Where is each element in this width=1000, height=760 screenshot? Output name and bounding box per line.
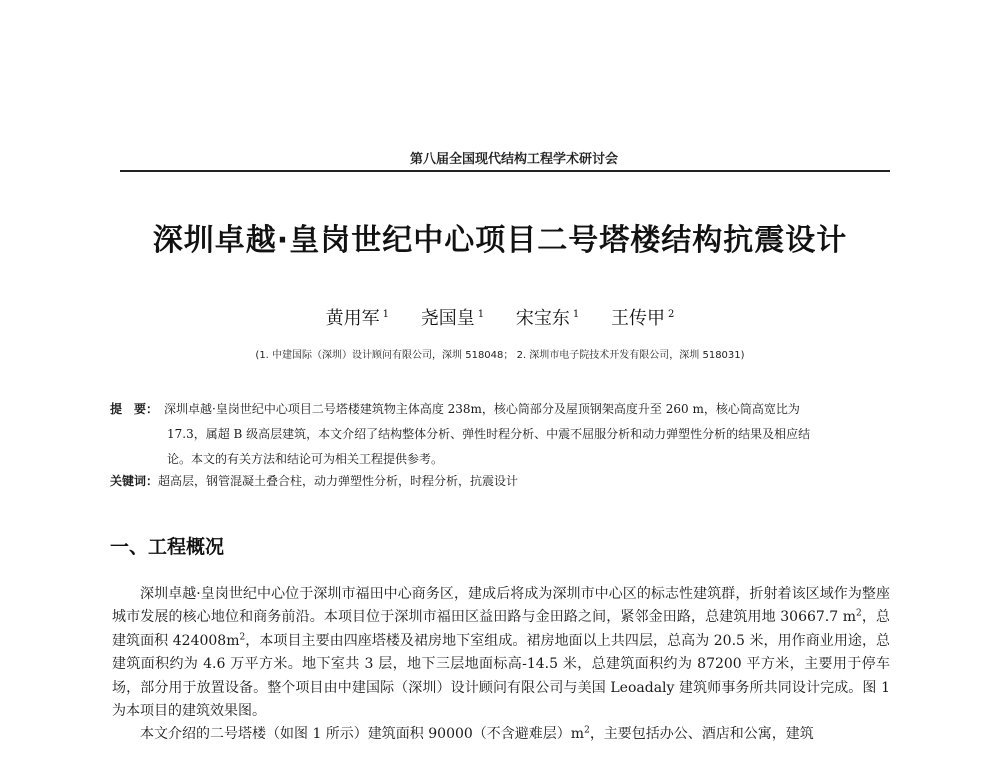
author-affiliation-mark: 1 xyxy=(382,309,390,320)
header-rule xyxy=(120,170,890,172)
author-name: 黄用军 xyxy=(325,308,380,329)
conference-header: 第八届全国现代结构工程学术研讨会 xyxy=(409,152,618,167)
superscript: 2 xyxy=(856,608,862,619)
abstract-label: 提 要： xyxy=(110,402,159,416)
author-affiliation-mark: 1 xyxy=(572,309,580,320)
text-run: ，总建筑面积 424008m xyxy=(112,609,890,649)
author xyxy=(516,304,579,330)
author-affiliation-mark: 2 xyxy=(667,309,675,320)
superscript: 2 xyxy=(584,725,590,736)
text-run: ，本项目主要由四座塔楼及裙房地下室组成。裙房地面以上共四层，总高为 20.5 米，用作商业用途，总建筑面积约为 4.6 万平方米。地下室共 3 层，地下三层地面标高-14.5 米，总建筑面积约为 87200 平方米，主要用于停车场，部分用于放置设备。整个项目由中建国际（深圳）设计顾问有限公司与美国 Leoadaly 建筑师事务所共同设计完成。图 1 为本项目的建筑效果图。 xyxy=(112,632,891,720)
text-run: 深圳卓越·皇岗世纪中心位于深圳市福田中心商务区，建成后将成为深圳市中心区的标志性建筑群，折射着该区域作为整座城市发展的核心地位和商务前沿。本项目位于深圳市福田区益田路与金田路之间，紧邻金田路，总建筑用地 30667.7 m xyxy=(112,586,890,626)
author-affiliation-mark: 1 xyxy=(477,309,485,320)
text-run: 本文介绍的二号塔楼（如图 1 所示）建筑面积 90000（不含避难层）m xyxy=(140,726,585,743)
abstract-line: 深圳卓越·皇岗世纪中心项目二号塔楼建筑物主体高度 238m，核心筒部分及屋顶钢架高度升至 260 m，核心筒高宽比为 xyxy=(164,402,800,416)
abstract xyxy=(110,397,900,472)
abstract-line: 论。本文的有关方法和结论可为相关工程提供参考。 xyxy=(167,452,444,466)
paper-title: 深圳卓越·皇岗世纪中心项目二号塔楼结构抗震设计 xyxy=(152,223,848,258)
body-paragraph xyxy=(112,583,890,723)
author xyxy=(611,304,674,330)
body-paragraph xyxy=(112,723,890,746)
keywords xyxy=(110,470,900,492)
author-list xyxy=(200,304,800,330)
abstract-line: 17.3，属超 B 级高层建筑，本文介绍了结构整体分析、弹性时程分析、中震不屈服分析和动力弹塑性分析的结果及相应结 xyxy=(167,427,811,441)
superscript: 2 xyxy=(239,632,246,643)
section-heading: 一、工程概况 xyxy=(110,536,225,558)
text-run: ，主要包括办公、酒店和公寓，建筑 xyxy=(589,726,814,743)
section-body xyxy=(112,583,890,747)
author xyxy=(326,304,389,330)
author-name: 宋宝东 xyxy=(515,308,570,329)
keywords-text: 超高层，钢管混凝土叠合柱，动力弹塑性分析，时程分析，抗震设计 xyxy=(158,474,519,488)
author-name: 尧国皇 xyxy=(420,308,475,329)
affiliations: (1. 中建国际（深圳）设计顾问有限公司，深圳 518048； 2. 深圳市电子院技术开发有限公司，深圳 518031) xyxy=(255,350,745,361)
author-name: 王传甲 xyxy=(610,308,665,329)
author xyxy=(421,304,484,330)
keywords-label: 关键词： xyxy=(110,474,159,488)
